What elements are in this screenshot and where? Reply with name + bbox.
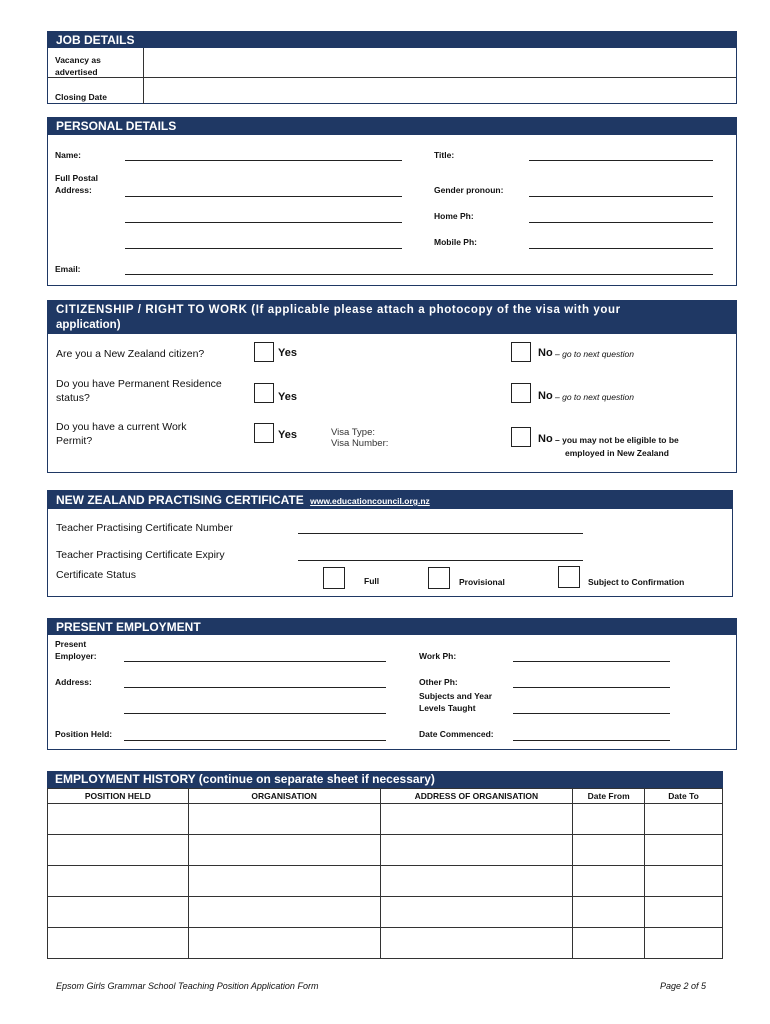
job-details-header [48,32,736,48]
job-details-title: JOB DETAILS [56,33,135,47]
footer-form-title: Epsom Girls Grammar School Teaching Position Application Form [56,981,319,991]
table-cell[interactable] [380,928,573,959]
work-permit-yes-label: Yes [278,429,297,441]
subjects-label: Subjects and Year Levels Taught [419,691,493,713]
column-position-held: POSITION HELD [48,789,189,804]
name-field[interactable] [125,160,402,161]
other-phone-label: Other Ph: [419,677,458,687]
table-cell[interactable] [645,804,723,835]
present-employment-header [48,619,736,635]
table-cell[interactable] [573,928,645,959]
status-provisional-checkbox[interactable] [428,567,450,589]
table-row [48,897,723,928]
q-work-permit: Do you have a current Work Permit? [56,421,187,447]
email-field[interactable] [125,274,713,275]
table-row [48,804,723,835]
address-label: Full Postal Address: [55,173,98,195]
table-cell[interactable] [573,804,645,835]
table-cell[interactable] [645,897,723,928]
nz-citizen-no-checkbox[interactable] [511,342,531,362]
permanent-residence-next: – go to next question [555,392,634,402]
table-cell[interactable] [573,897,645,928]
name-label: Name: [55,150,81,160]
address-field-3[interactable] [125,248,402,249]
table-cell[interactable] [380,866,573,897]
table-cell[interactable] [48,804,189,835]
employment-history-header [47,771,723,788]
present-employer-label: Present Employer: [55,639,97,661]
address-field-2[interactable] [125,222,402,223]
table-cell[interactable] [48,897,189,928]
footer-page-number: Page 2 of 5 [660,981,707,991]
personal-details-section [47,117,737,286]
visa-number-label: Visa Number: [331,438,389,449]
subjects-field[interactable] [513,713,670,714]
position-held-label: Position Held: [55,729,113,739]
table-cell[interactable] [380,897,573,928]
table-cell[interactable] [188,897,380,928]
table-cell[interactable] [48,835,189,866]
table-cell[interactable] [573,866,645,897]
present-employment-section [47,618,737,750]
table-cell[interactable] [188,804,380,835]
work-permit-no-note-2: employed in New Zealand [565,448,669,458]
status-subject-checkbox[interactable] [558,566,580,588]
table-row [48,866,723,897]
permanent-residence-yes-checkbox[interactable] [254,383,274,403]
closing-date-label: Closing Date [55,92,107,102]
work-phone-label: Work Ph: [419,651,457,661]
certificate-expiry-field[interactable] [298,560,583,561]
other-phone-field[interactable] [513,687,670,688]
visa-info [331,427,388,449]
gender-field[interactable] [529,196,713,197]
status-full-checkbox[interactable] [323,567,345,589]
employment-history-table [47,788,723,959]
status-subject-label: Subject to Confirmation [588,577,685,587]
work-permit-no-label: No [538,433,553,445]
column-date-to: Date To [645,789,723,804]
table-cell[interactable] [645,928,723,959]
present-address-label: Address: [55,677,92,687]
certificate-number-field[interactable] [298,533,583,534]
column-address: ADDRESS OF ORGANISATION [380,789,573,804]
email-label: Email: [55,264,81,274]
nz-citizen-yes-checkbox[interactable] [254,342,274,362]
permanent-residence-yes-label: Yes [278,391,297,403]
mobile-phone-field[interactable] [529,248,713,249]
personal-details-title: PERSONAL DETAILS [56,119,177,133]
citizenship-section [47,300,737,473]
gender-label: Gender pronoun: [434,185,504,195]
employment-history-title: EMPLOYMENT HISTORY (continue on separate sheet if necessary) [55,772,435,786]
position-held-field[interactable] [124,740,386,741]
certificate-expiry-label: Teacher Practising Certificate Expiry [56,549,225,561]
table-cell[interactable] [573,835,645,866]
table-cell[interactable] [380,804,573,835]
personal-details-header [48,118,736,135]
status-provisional-label: Provisional [459,577,505,587]
table-cell[interactable] [380,835,573,866]
nz-citizen-next: – go to next question [555,349,634,359]
vacancy-label: Vacancy as advertised [55,55,101,77]
home-phone-label: Home Ph: [434,211,474,221]
column-organisation: ORGANISATION [188,789,380,804]
work-permit-no-note-1: – you may not be eligible to be [555,435,679,445]
table-cell[interactable] [645,866,723,897]
permanent-residence-no-label: No [538,390,553,402]
table-row [48,928,723,959]
table-cell[interactable] [645,835,723,866]
present-employer-field[interactable] [124,661,386,662]
table-row [48,835,723,866]
nz-citizen-yes-label: Yes [278,347,297,359]
column-date-from: Date From [573,789,645,804]
table-cell[interactable] [48,928,189,959]
title-field[interactable] [529,160,713,161]
present-employment-title: PRESENT EMPLOYMENT [56,620,201,634]
home-phone-field[interactable] [529,222,713,223]
employment-history-header-row [48,789,723,804]
q-nz-citizen: Are you a New Zealand citizen? [56,348,205,360]
q-permanent-residence: Do you have Permanent Residence status? [56,378,222,404]
title-label: Title: [434,150,455,160]
present-address-field-2[interactable] [124,713,386,714]
address-field-1[interactable] [125,196,402,197]
citizenship-title-2: application) [56,319,121,331]
mobile-phone-label: Mobile Ph: [434,237,477,247]
nz-citizen-no-label: No [538,347,553,359]
certificate-title: NEW ZEALAND PRACTISING CERTIFICATE [56,493,304,507]
visa-type-label: Visa Type: [331,427,376,438]
table-cell[interactable] [188,835,380,866]
table-cell[interactable] [48,866,189,897]
table-cell[interactable] [188,928,380,959]
permanent-residence-no-checkbox[interactable] [511,383,531,403]
citizenship-header [48,301,736,334]
date-commenced-label: Date Commenced: [419,729,494,739]
certificate-link[interactable]: www.educationcouncil.org.nz [310,496,430,506]
work-phone-field[interactable] [513,661,670,662]
certificate-header [48,491,732,509]
job-details-section [47,31,737,104]
date-commenced-field[interactable] [513,740,670,741]
certificate-number-label: Teacher Practising Certificate Number [56,522,233,534]
present-address-field-1[interactable] [124,687,386,688]
citizenship-title-1: CITIZENSHIP / RIGHT TO WORK (If applicable please attach a photocopy of the visa with your [56,304,621,316]
closing-date-field[interactable] [144,78,736,104]
status-full-label: Full [364,576,380,586]
table-cell[interactable] [188,866,380,897]
certificate-status-label: Certificate Status [56,569,136,581]
certificate-section [47,490,733,597]
work-permit-yes-checkbox[interactable] [254,423,274,443]
vacancy-field[interactable] [144,48,736,77]
work-permit-no-checkbox[interactable] [511,427,531,447]
